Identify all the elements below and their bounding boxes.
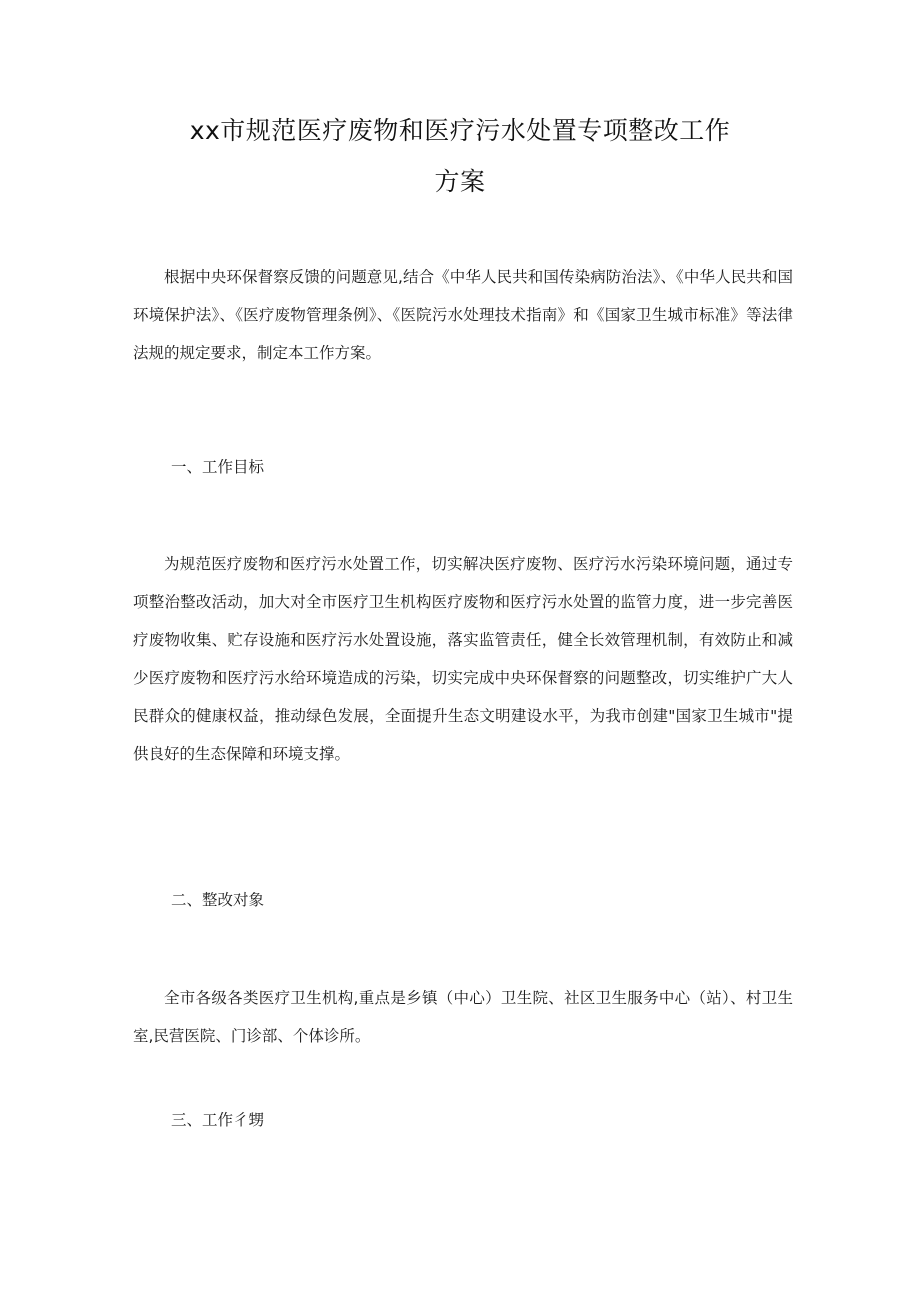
section-heading-tasks: 三、工作彳甥	[171, 1111, 265, 1129]
document-title-line-2: 方案	[434, 167, 486, 196]
intro-paragraph: 根据中央环保督察反馈的问题意见,结合《中华人民共和国传染病防治法》、《中华人民共和国环境保护法》、《医疗废物管理条例》、《医院污水处理技术指南》和《国家卫生城市标准》等法律法规的规定要求，制定本工作方案。	[133, 268, 793, 362]
section-heading-goals: 一、工作目标	[171, 458, 265, 476]
section-body-goals: 为规范医疗废物和医疗污水处置工作，切实解决医疗废物、医疗污水污染环境问题，通过专项整治整改活动，加大对全市医疗卫生机构医疗废物和医疗污水处置的监管力度，进一步完善医疗废物收集、贮存设施和医疗污水处置设施，落实监管责任，健全长效管理机制，有效防止和减少医疗废物和医疗污水给环境造成的污染，切实完成中央环保督察的问题整改，切实维护广大人民群众的健康权益，推动绿色发展，全面提升生态文明建设水平，为我市创建"国家卫生城市"提供良好的生态保障和环境支撑。	[133, 555, 793, 763]
document-title-line-1: xx市规范医疗废物和医疗污水处置专项整改工作	[189, 116, 731, 145]
section-body-targets: 全市各级各类医疗卫生机构,重点是乡镇（中心）卫生院、社区卫生服务中心（站）、村卫生室,民营医院、门诊部、个体诊所。	[133, 989, 793, 1045]
section-heading-targets: 二、整改对象	[171, 891, 265, 909]
